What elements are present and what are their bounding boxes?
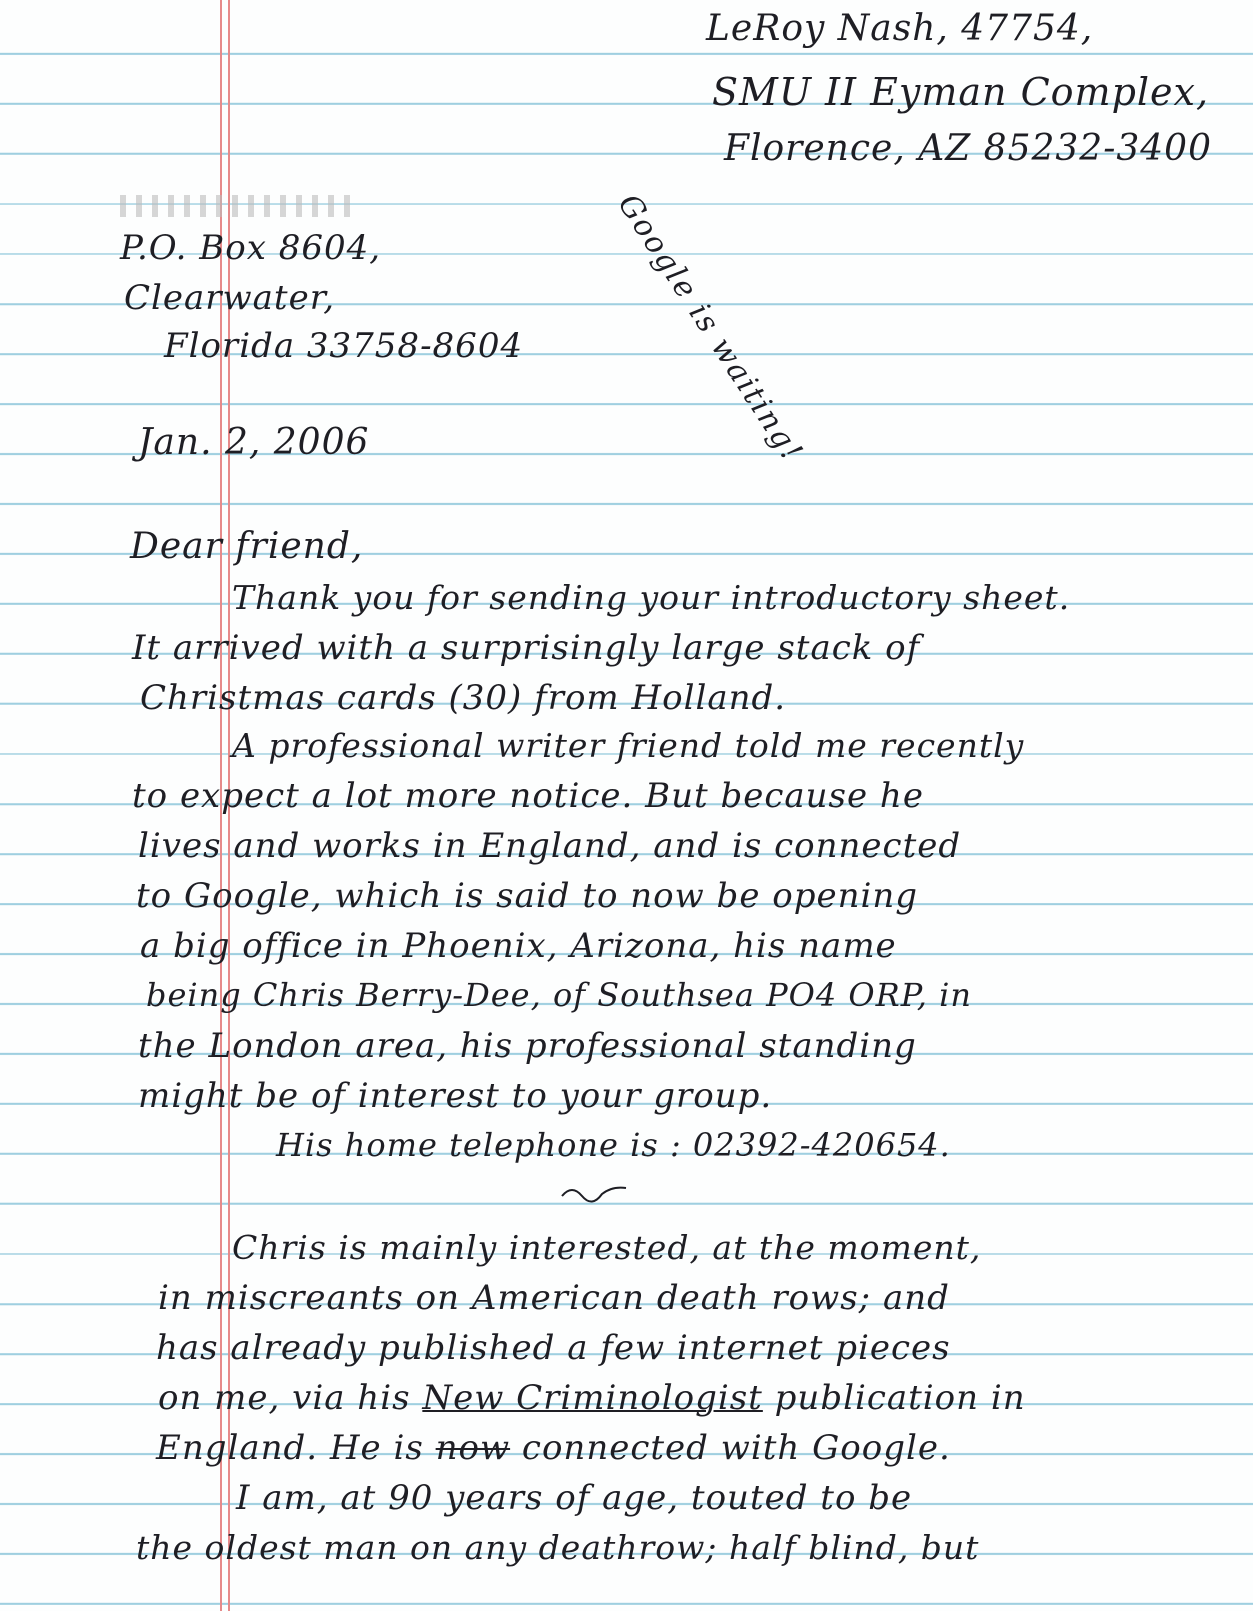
body-line-19: the oldest man on any deathrow; half blind, but	[136, 1528, 980, 1567]
faded-name-smudge	[120, 195, 360, 217]
publication-title: New Criminologist	[422, 1378, 763, 1418]
body-line-2: It arrived with a surprisingly large stack of	[132, 628, 921, 668]
body-line-1: Thank you for sending your introductory sheet.	[232, 578, 1071, 617]
salutation: Dear friend,	[130, 526, 364, 567]
body-line-13: Chris is mainly interested, at the moment,	[232, 1228, 982, 1267]
recipient-line2: Clearwater,	[124, 278, 336, 318]
body-line-16-start: on me, via his	[158, 1378, 411, 1418]
body-line-4: A professional writer friend told me recently	[232, 726, 1025, 765]
return-address-line3: Florence, AZ 85232-3400	[724, 128, 1212, 169]
body-line-17-start: England. He is	[156, 1428, 424, 1468]
body-line-12-telephone: His home telephone is : 02392-420654.	[276, 1126, 951, 1164]
body-line-6: lives and works in England, and is connected	[138, 826, 962, 866]
body-line-16	[158, 1378, 1026, 1418]
body-line-10: the London area, his professional standing	[138, 1026, 917, 1066]
return-address-line1: LeRoy Nash, 47754,	[706, 8, 1094, 49]
letter-date: Jan. 2, 2006	[138, 422, 370, 463]
body-line-9: being Chris Berry-Dee, of Southsea PO4 ORP, in	[146, 976, 972, 1014]
body-line-17-end: connected with Google.	[521, 1428, 951, 1468]
body-line-7: to Google, which is said to now be opening	[136, 876, 919, 916]
body-line-16-end: publication in	[774, 1378, 1026, 1418]
body-line-5: to expect a lot more notice. But because he	[132, 776, 924, 816]
struck-word: now	[435, 1428, 511, 1468]
body-line-3: Christmas cards (30) from Holland.	[140, 678, 787, 718]
body-line-17	[156, 1428, 951, 1468]
recipient-line3: Florida 33758-8604	[164, 326, 524, 366]
body-line-18: I am, at 90 years of age, touted to be	[236, 1478, 913, 1518]
body-line-11: might be of interest to your group.	[138, 1076, 773, 1116]
recipient-line1: P.O. Box 8604,	[120, 228, 382, 268]
squiggle-mark	[560, 1180, 630, 1204]
body-line-8: a big office in Phoenix, Arizona, his name	[140, 926, 897, 966]
body-line-15: has already published a few internet pieces	[156, 1328, 951, 1368]
side-note: Google is waiting!	[610, 188, 810, 469]
return-address-line2: SMU II Eyman Complex,	[712, 70, 1210, 114]
body-line-14: in miscreants on American death rows; and	[158, 1278, 950, 1318]
